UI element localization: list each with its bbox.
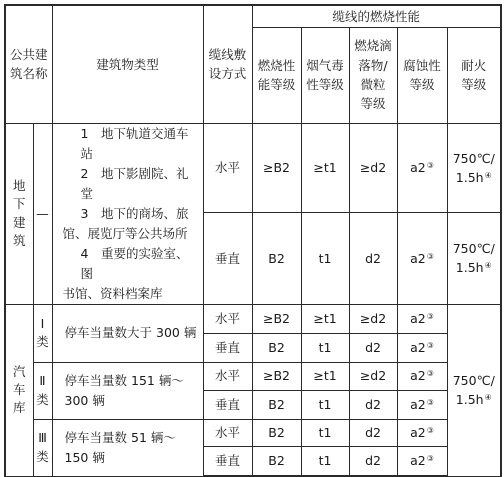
building-type-item: 书馆、资料档案库	[62, 285, 163, 301]
footnote-mark: ③	[426, 161, 434, 171]
smoke-cell: ≥t1	[301, 123, 349, 213]
combustion-cell: ≥B2	[252, 362, 301, 390]
corrosion-value: a2	[410, 250, 426, 266]
dripping-cell: d2	[349, 419, 397, 446]
header-text: 筑名称	[10, 66, 48, 82]
header-text: 缆线敷	[208, 46, 247, 62]
laying-cell: 水平	[203, 419, 252, 446]
dripping-cell: ≥d2	[349, 362, 397, 390]
fire-cell-garage	[447, 304, 501, 476]
laying-cell: 垂直	[203, 446, 252, 476]
laying-cell: 水平	[203, 123, 252, 213]
table-row	[5, 362, 501, 390]
combustion-cell: ≥B2	[252, 304, 301, 333]
group-label-char: 地	[12, 178, 26, 194]
group-label-char: 车	[12, 381, 26, 397]
garage-type	[52, 362, 203, 419]
header-smoke-toxicity	[301, 27, 349, 123]
smoke-cell: ≥t1	[301, 304, 349, 333]
header-text: 耐火	[461, 57, 487, 73]
garage-type-text: 150 辆	[64, 449, 105, 465]
header-text: 设方式	[208, 66, 247, 82]
combustion-cell: ≥B2	[252, 123, 301, 213]
class-label	[33, 362, 52, 419]
laying-cell: 垂直	[203, 333, 252, 362]
class-suffix: 类	[36, 334, 49, 349]
garage-type-text: 停车当量数大于 300 辆	[64, 325, 197, 341]
garage-type-text: 停车当量数 151 辆～	[64, 373, 184, 389]
smoke-cell: t1	[301, 419, 349, 446]
group-label-char: 筑	[12, 232, 26, 248]
fire-value: 1.5h	[455, 392, 484, 407]
garage-type-text: 300 辆	[64, 392, 105, 408]
laying-cell: 垂直	[203, 213, 252, 304]
fire-value: 1.5h	[455, 169, 484, 185]
header-text: 等级	[461, 77, 487, 92]
header-text: 性等级	[306, 77, 344, 92]
sub-label-underground: —	[33, 123, 52, 304]
building-type-item: 4 重要的实验室、图	[80, 245, 189, 281]
header-text: 能等级	[257, 77, 296, 92]
laying-cell: 水平	[203, 304, 252, 333]
header-text: 燃烧性	[257, 57, 296, 73]
corrosion-cell	[397, 362, 447, 390]
group-label-char: 库	[12, 400, 26, 416]
class-numeral: Ⅲ	[38, 430, 47, 446]
footnote-mark: ③	[426, 311, 434, 321]
header-building-type: 建筑物类型	[52, 5, 203, 123]
fire-value: 750℃/	[452, 372, 495, 388]
table-row	[5, 419, 501, 446]
header-fire-resistance	[447, 27, 501, 123]
group-label-char: 下	[12, 196, 26, 212]
garage-type	[52, 419, 203, 476]
cable-combustion-table	[4, 4, 502, 477]
header-text: 公共建	[10, 46, 48, 62]
header-dripping	[349, 27, 397, 123]
building-type-item: 3 地下的商场、旅	[80, 205, 189, 221]
corrosion-cell	[397, 304, 447, 333]
fire-cell	[447, 213, 501, 304]
class-label	[33, 419, 52, 476]
header-text: 等级	[360, 96, 386, 112]
class-numeral: Ⅰ	[40, 315, 45, 331]
class-numeral: Ⅱ	[39, 373, 46, 389]
corrosion-cell	[397, 390, 447, 419]
group-label-char: 汽	[12, 363, 26, 379]
fire-value: 1.5h	[455, 260, 484, 276]
class-suffix: 类	[36, 391, 49, 407]
fire-value: 750℃/	[452, 241, 495, 257]
dripping-cell: d2	[349, 446, 397, 476]
fire-value: 750℃/	[452, 150, 495, 166]
dripping-cell: d2	[349, 213, 397, 304]
fire-cell	[447, 123, 501, 213]
corrosion-value: a2	[410, 339, 426, 355]
corrosion-value: a2	[410, 160, 426, 176]
class-label	[33, 304, 52, 362]
garage-type	[52, 304, 203, 362]
class-suffix: 类	[36, 448, 49, 464]
table-row	[5, 123, 501, 213]
table-row	[5, 304, 501, 333]
corrosion-cell	[397, 333, 447, 362]
combustion-cell: B2	[252, 390, 301, 419]
smoke-cell: ≥t1	[301, 362, 349, 390]
header-text: 烟气毒	[306, 57, 344, 73]
header-text: 微粒	[360, 77, 386, 92]
corrosion-cell	[397, 446, 447, 476]
header-text: 腐蚀性	[403, 57, 441, 73]
footnote-mark: ③	[426, 340, 434, 350]
dripping-cell: d2	[349, 390, 397, 419]
dripping-cell: ≥d2	[349, 304, 397, 333]
corrosion-value: a2	[410, 310, 426, 326]
building-type-list	[52, 123, 203, 304]
corrosion-cell	[397, 419, 447, 446]
dripping-cell: ≥d2	[349, 123, 397, 213]
dripping-cell: d2	[349, 333, 397, 362]
footnote-mark: ③	[426, 369, 434, 379]
corrosion-value: a2	[410, 453, 426, 469]
combustion-cell: B2	[252, 446, 301, 476]
combustion-cell: B2	[252, 333, 301, 362]
header-text: 等级	[409, 77, 435, 92]
footnote-mark: ④	[484, 261, 492, 271]
header-cable-performance: 缆线的燃烧性能	[252, 5, 501, 27]
combustion-cell: B2	[252, 419, 301, 446]
footnote-mark: ③	[426, 425, 434, 435]
group-label-char: 建	[12, 214, 26, 230]
building-type-item: 1 地下轨道交通车站	[80, 125, 189, 161]
footnote-mark: ④	[484, 170, 492, 180]
corrosion-value: a2	[410, 396, 426, 412]
header-combustion-grade	[252, 27, 301, 123]
laying-cell: 水平	[203, 362, 252, 390]
header-text: 落物/	[358, 57, 388, 73]
garage-type-text: 停车当量数 51 辆～	[64, 430, 176, 446]
building-type-item: 馆、展览厅等公共场所	[62, 225, 188, 241]
header-text: 燃烧滴	[354, 38, 392, 54]
header-corrosion	[397, 27, 447, 123]
footnote-mark: ③	[426, 251, 434, 261]
group-label-garage	[5, 304, 33, 476]
group-label-underground	[5, 123, 33, 304]
smoke-cell: t1	[301, 213, 349, 304]
combustion-cell: B2	[252, 213, 301, 304]
laying-cell: 垂直	[203, 390, 252, 419]
smoke-cell: t1	[301, 446, 349, 476]
corrosion-value: a2	[410, 368, 426, 384]
footnote-mark: ④	[484, 393, 492, 402]
corrosion-cell	[397, 123, 447, 213]
corrosion-value: a2	[410, 424, 426, 440]
smoke-cell: t1	[301, 333, 349, 362]
header-public-building-name	[5, 5, 52, 123]
smoke-cell: t1	[301, 390, 349, 419]
building-type-item: 2 地下影剧院、礼堂	[80, 165, 189, 201]
footnote-mark: ③	[426, 454, 434, 464]
footnote-mark: ③	[426, 397, 434, 407]
header-cable-laying	[203, 5, 252, 123]
corrosion-cell	[397, 213, 447, 304]
